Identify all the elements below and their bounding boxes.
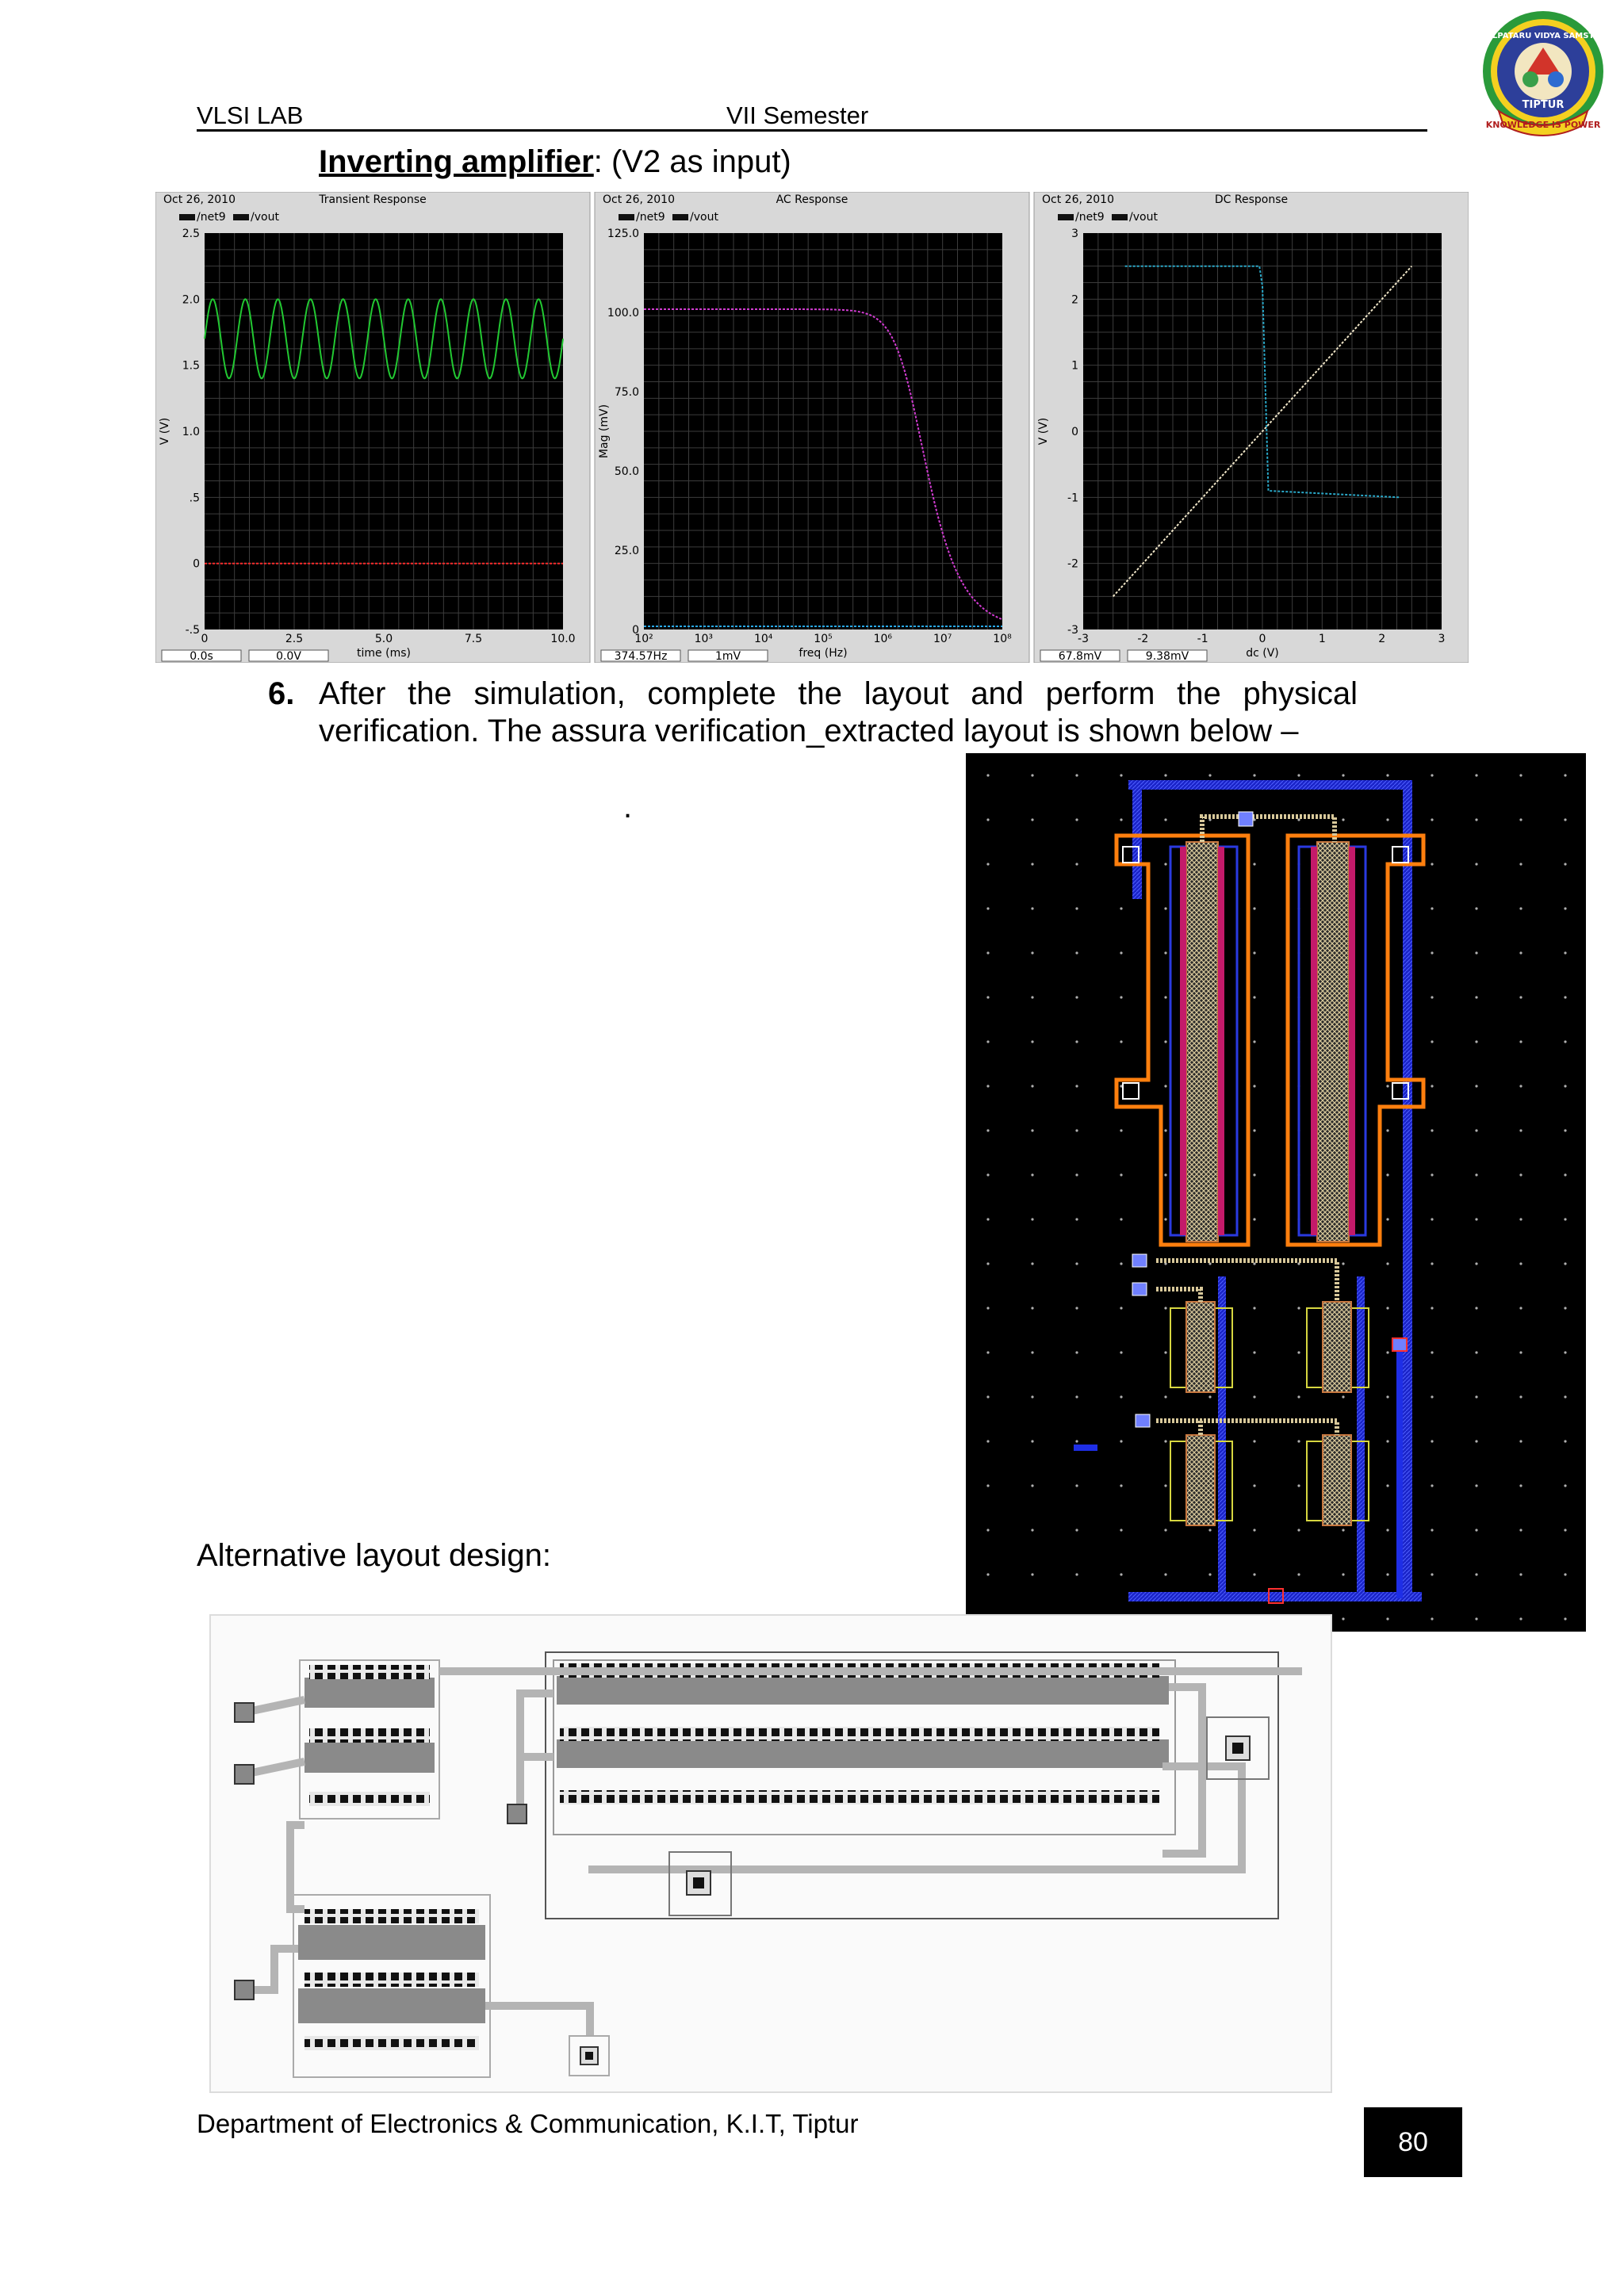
x-tick-label: 2 <box>1378 633 1386 645</box>
y-tick-label: 1 <box>1071 359 1078 373</box>
x-tick-label: -2 <box>1137 633 1149 645</box>
chart-title: AC Response <box>776 193 848 206</box>
legend-swatch <box>672 214 688 220</box>
chart-title: Transient Response <box>319 193 427 206</box>
y-tick-label: 3 <box>1071 228 1078 240</box>
header-semester: VII Semester <box>726 101 869 129</box>
y-tick-label: 75.0 <box>614 386 639 399</box>
institute-logo <box>1475 6 1611 138</box>
step-text-line2: verification. The assura verification_extracted layout is shown below – <box>319 714 1299 748</box>
extracted-layout-drawing <box>966 753 1586 1632</box>
x-axis-label: freq (Hz) <box>799 647 848 660</box>
y-tick-label: -3 <box>1067 624 1078 637</box>
x-tick-label: 10⁸ <box>993 633 1012 645</box>
x-tick-label: 10⁵ <box>814 633 833 645</box>
legend-swatch <box>1112 214 1128 220</box>
legend-swatch <box>1058 214 1074 220</box>
x-axis-label: dc (V) <box>1246 647 1279 660</box>
x-tick-label: 1 <box>1318 633 1326 645</box>
readout-value: 374.57Hz <box>614 650 668 663</box>
logo-city: TIPTUR <box>1522 99 1565 111</box>
y-axis-label: Mag (mV) <box>598 404 611 459</box>
x-tick-label: 0 <box>1258 633 1266 645</box>
x-tick-label: 10² <box>634 633 653 645</box>
legend-label: /vout <box>1129 211 1158 224</box>
legend-label: /net9 <box>636 211 665 224</box>
legend-label: /net9 <box>1075 211 1105 224</box>
readout-value: 0.0V <box>276 650 301 663</box>
legend-swatch <box>233 214 249 220</box>
header-rule <box>197 129 1427 132</box>
x-tick-label: 10.0 <box>550 633 576 645</box>
y-tick-label: 2 <box>1071 293 1078 307</box>
section-title <box>319 144 791 180</box>
y-tick-label: 2.5 <box>182 228 200 240</box>
header-lab: VLSI LAB <box>197 101 304 129</box>
y-tick-label: 125.0 <box>607 228 639 240</box>
x-tick-label: 10⁴ <box>753 633 773 645</box>
y-tick-label: 100.0 <box>607 307 639 320</box>
chart-date: Oct 26, 2010 <box>1042 193 1114 206</box>
alternative-layout-drawing <box>211 1616 1334 2095</box>
logo-text-top: KALPATARU VIDYA SAMSTHE <box>1480 32 1607 40</box>
y-tick-label: 0 <box>1071 426 1078 438</box>
chart-date: Oct 26, 2010 <box>163 193 236 206</box>
x-tick-label: 0 <box>201 633 209 645</box>
y-tick-label: .5 <box>189 492 200 505</box>
readout-value: 1mV <box>714 650 741 663</box>
y-tick-label: -2 <box>1067 557 1078 571</box>
y-tick-label: 2.0 <box>182 293 200 307</box>
x-tick-label: -1 <box>1197 633 1208 645</box>
readout-value: 0.0s <box>190 650 213 663</box>
y-axis-label: V (V) <box>1037 417 1050 446</box>
step-text-line1: After the simulation, complete the layout and perform the physical <box>319 676 1358 711</box>
chart-panel-3 <box>1034 192 1469 663</box>
x-tick-label: 10⁶ <box>873 633 893 645</box>
chart-title: DC Response <box>1214 193 1289 206</box>
y-tick-label: 1.5 <box>182 359 200 373</box>
legend-label: /net9 <box>197 211 226 224</box>
simulation-figure <box>155 192 1469 663</box>
chart-panel-2 <box>595 192 1029 663</box>
y-tick-label: -1 <box>1067 492 1078 505</box>
x-tick-label: 10³ <box>694 633 714 645</box>
x-axis-label: time (ms) <box>357 647 411 660</box>
readout-value: 9.38mV <box>1145 650 1189 663</box>
stray-dot: . <box>623 790 633 825</box>
y-tick-label: -.5 <box>185 624 200 637</box>
chart-date: Oct 26, 2010 <box>603 193 675 206</box>
legend-label: /vout <box>251 211 279 224</box>
x-tick-label: 2.5 <box>285 633 304 645</box>
x-tick-label: 5.0 <box>374 633 393 645</box>
x-tick-label: -3 <box>1078 633 1089 645</box>
x-tick-label: 3 <box>1438 633 1446 645</box>
alt-layout-label: Alternative layout design: <box>197 1538 551 1573</box>
y-tick-label: 25.0 <box>614 545 639 557</box>
logo-motto: KNOWLEDGE IS POWER <box>1485 120 1601 130</box>
y-tick-label: 50.0 <box>614 465 639 478</box>
y-axis-label: V (V) <box>159 417 171 446</box>
extracted-layout <box>966 753 1586 1632</box>
page-number: 80 <box>1364 2107 1462 2177</box>
step-number: 6. <box>268 676 295 711</box>
legend-swatch <box>179 214 195 220</box>
simulation-charts <box>155 192 1469 663</box>
legend-swatch <box>619 214 634 220</box>
chart-panel-1 <box>155 192 590 663</box>
section-title-rest: : (V2 as input) <box>593 144 791 179</box>
readout-value: 67.8mV <box>1058 650 1102 663</box>
footer-department: Department of Electronics & Communication, K.I.T, Tiptur <box>197 2109 859 2138</box>
y-tick-label: 0 <box>632 624 639 637</box>
section-title-bold: Inverting amplifier <box>319 144 594 179</box>
x-tick-label: 7.5 <box>464 633 483 645</box>
x-tick-label: 10⁷ <box>933 633 952 645</box>
alternative-layout <box>209 1614 1332 2093</box>
legend-label: /vout <box>690 211 718 224</box>
y-tick-label: 0 <box>193 557 200 571</box>
y-tick-label: 1.0 <box>182 426 200 438</box>
